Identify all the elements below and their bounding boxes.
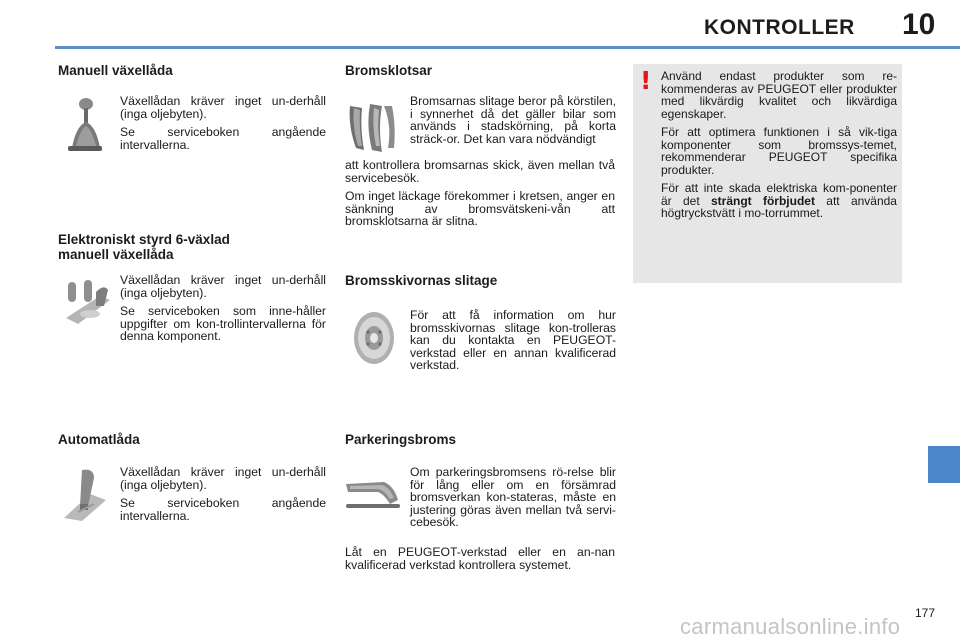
paragraph: Om parkeringsbromsens rö-relse blir för lång eller om en försämrad bromsverkan kon-stateras, måste en justering göras även mellan två servi-cebesök. [410, 465, 616, 529]
section-title-line: Elektroniskt styrd 6-växlad [58, 232, 230, 247]
paragraph: Se serviceboken angående intervallerna. [120, 125, 326, 152]
page-number: 177 [915, 606, 936, 620]
section-title-brake-disc-wear: Bromsskivornas slitage [345, 273, 498, 288]
paragraph: Om inget läckage förekommer i kretsen, anger en sänkning av bromsvätskeni-vån att bromsklotsarna är slitna. [345, 189, 615, 228]
warning-icon: ! [640, 66, 652, 95]
automatic-gear-selector-icon [60, 466, 108, 522]
section-title-brake-pads: Bromsklotsar [345, 63, 433, 78]
paddle-shifter-icon [60, 278, 114, 326]
section-title-automatic-gearbox: Automatlåda [58, 432, 140, 447]
section-title-manual-gearbox: Manuell växellåda [58, 63, 173, 78]
section-title-parking-brake: Parkeringsbroms [345, 432, 457, 447]
paragraph: att kontrollera bromsarnas skick, även mellan två servicebesök. [345, 158, 615, 185]
watermark: carmanualsonline.info [680, 614, 901, 639]
paragraph: Se serviceboken angående intervallerna. [120, 496, 326, 523]
brake-disc-icon [350, 310, 398, 366]
paragraph: Växellådan kräver inget un-derhåll (inga oljebyten). [120, 465, 326, 492]
section-title-line: manuell växellåda [58, 247, 174, 262]
page-title: KONTROLLER [704, 16, 855, 39]
paragraph: Växellådan kräver inget un-derhåll (inga oljebyten). [120, 94, 326, 121]
paragraph: Växellådan kräver inget un-derhåll (inga oljebyten). [120, 273, 326, 300]
paragraph: För att få information om hur bromsskivornas slitage kon-trolleras kan du kontakta en PEUGEOT-verkstad eller en annan kvalificerad verkstad. [410, 308, 616, 372]
manual-gear-lever-icon [62, 96, 106, 152]
warning-paragraph: För att inte skada elektriska kom-ponenter är det strängt förbjudet att använda högtryckstvätt i mo-torrummet. [661, 181, 897, 220]
warning-paragraph: Använd endast produkter som re-kommenderas av PEUGEOT eller produkter med likvärdig kvalitet och likvärdiga egenskaper. [661, 69, 897, 121]
chapter-tab[interactable] [928, 446, 960, 483]
brake-pads-icon [346, 98, 398, 154]
parking-brake-lever-icon [344, 474, 402, 512]
section-title-electronic-gearbox [58, 232, 230, 262]
paragraph: Bromsarnas slitage beror på körstilen, i synnerhet då det gäller bilar som används i stadskörning, på korta sträck-or. Det kan vara nödvändigt [410, 94, 616, 146]
warning-emphasis: strängt förbjudet [710, 193, 815, 208]
paragraph: Låt en PEUGEOT-verkstad eller en an-nan kvalificerad verkstad kontrollera systemet. [345, 545, 615, 572]
header-divider [55, 46, 960, 49]
paragraph: Se serviceboken som inne-håller uppgifter om kon-trollintervallerna för denna komponent. [120, 304, 326, 343]
chapter-number: 10 [902, 8, 936, 41]
warning-paragraph: För att optimera funktionen i så vik-tiga komponenter som bromssys-temet, rekommenderar PEUGEOT specifika produkter. [661, 125, 897, 177]
